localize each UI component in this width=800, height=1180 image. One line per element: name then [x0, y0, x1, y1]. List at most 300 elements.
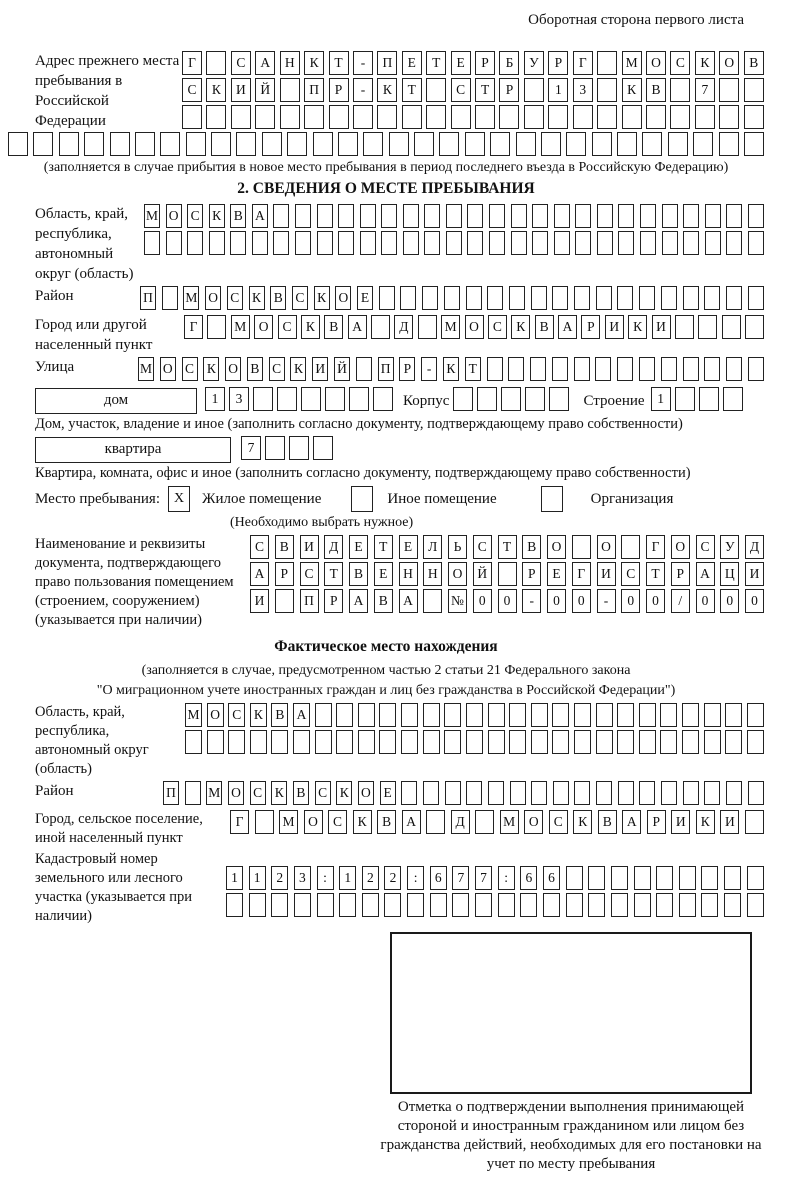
char-cell: Н: [280, 51, 300, 75]
char-cell: У: [524, 51, 544, 75]
char-cell: О: [254, 315, 273, 339]
document-row-1: [250, 535, 764, 559]
char-cell: [726, 204, 742, 228]
actual-district-label: Район: [35, 783, 74, 799]
char-cell: [294, 893, 311, 917]
char-cell: В: [293, 781, 309, 805]
char-cell: [444, 730, 461, 754]
char-cell: [379, 286, 395, 310]
char-cell: М: [206, 781, 222, 805]
char-cell: Т: [465, 357, 481, 381]
char-cell: О: [304, 810, 323, 834]
char-cell: 0: [473, 589, 492, 613]
char-cell: А: [348, 315, 367, 339]
char-cell: О: [646, 51, 666, 75]
char-cell: [381, 204, 397, 228]
char-cell: Е: [451, 51, 471, 75]
char-cell: [661, 286, 677, 310]
char-cell: К: [250, 703, 267, 727]
char-cell: [705, 204, 721, 228]
char-cell: [206, 51, 226, 75]
char-cell: [661, 357, 677, 381]
char-cell: [543, 893, 560, 917]
char-cell: Р: [671, 562, 690, 586]
prev-address-label: Адрес прежнего места пребывания в Российской Федерации: [35, 53, 180, 129]
char-cell: [611, 893, 628, 917]
char-cell: [403, 204, 419, 228]
char-cell: [446, 204, 462, 228]
char-cell: [498, 562, 517, 586]
char-cell: [160, 132, 180, 156]
char-cell: 3: [573, 78, 593, 102]
sheet-side-note: Оборотная сторона первого листа: [528, 12, 744, 28]
char-cell: 1: [339, 866, 356, 890]
char-cell: [726, 286, 742, 310]
char-cell: К: [443, 357, 459, 381]
char-cell: [723, 387, 743, 411]
char-cell: Д: [324, 535, 343, 559]
char-cell: [510, 781, 526, 805]
char-cell: [719, 105, 739, 129]
char-cell: [596, 703, 613, 727]
char-cell: Д: [745, 535, 764, 559]
char-cell: [255, 105, 275, 129]
actual-location-note-2: "О миграционном учете иностранных граждан и лиц без гражданства в Российской Федерации"): [96, 683, 676, 698]
char-cell: Е: [374, 562, 393, 586]
char-cell: [280, 78, 300, 102]
char-cell: [575, 204, 591, 228]
char-cell: М: [231, 315, 250, 339]
char-cell: [362, 893, 379, 917]
char-cell: [185, 781, 201, 805]
char-cell: [704, 703, 721, 727]
char-cell: [552, 730, 569, 754]
char-cell: [592, 132, 612, 156]
actual-region-row-2: [185, 730, 764, 754]
char-cell: 6: [543, 866, 560, 890]
char-cell: [162, 286, 178, 310]
char-cell: О: [597, 535, 616, 559]
char-cell: Г: [646, 535, 665, 559]
char-cell: [475, 893, 492, 917]
char-cell: [373, 387, 393, 411]
char-cell: [273, 204, 289, 228]
char-cell: 1: [205, 387, 225, 411]
char-cell: Г: [230, 810, 249, 834]
prev-address-section: [8, 51, 764, 132]
char-cell: [682, 730, 699, 754]
char-cell: [439, 132, 459, 156]
char-cell: [675, 387, 695, 411]
char-cell: [748, 357, 764, 381]
char-cell: С: [621, 562, 640, 586]
char-cell: К: [377, 78, 397, 102]
char-cell: С: [473, 535, 492, 559]
stay-option-residential-checkbox: X: [168, 486, 190, 512]
confirmation-stamp-caption: Отметка о подтверждении выполнения принимающей стороной и иностранным гражданином или лицом без гражданства действий, необходимых для его постановки на учет по месту пребывания: [380, 1099, 762, 1172]
char-cell: Ь: [448, 535, 467, 559]
street-label: Улица: [35, 359, 75, 375]
char-cell: [400, 286, 416, 310]
char-cell: В: [324, 315, 343, 339]
char-cell: О: [524, 810, 543, 834]
char-cell: [683, 204, 699, 228]
char-cell: Й: [473, 562, 492, 586]
char-cell: К: [573, 810, 592, 834]
prev-address-row-1: [182, 51, 764, 75]
char-cell: [639, 703, 656, 727]
char-cell: [389, 132, 409, 156]
char-cell: 0: [572, 589, 591, 613]
char-cell: А: [250, 562, 269, 586]
char-cell: [639, 781, 655, 805]
char-cell: Е: [349, 535, 368, 559]
char-cell: [574, 730, 591, 754]
char-cell: Е: [399, 535, 418, 559]
char-cell: [317, 204, 333, 228]
region-label: Область, край, республика, автономный округ (область): [35, 206, 134, 282]
char-cell: [489, 231, 505, 255]
char-cell: 3: [229, 387, 249, 411]
region-section: [8, 204, 764, 284]
stroenie-label: Строение: [583, 392, 645, 409]
char-cell: [525, 387, 545, 411]
char-cell: [670, 78, 690, 102]
char-cell: [207, 730, 224, 754]
char-cell: С: [182, 78, 202, 102]
char-cell: [275, 589, 294, 613]
char-cell: [488, 730, 505, 754]
char-cell: [445, 781, 461, 805]
char-cell: [271, 893, 288, 917]
char-cell: [683, 286, 699, 310]
char-cell: -: [522, 589, 541, 613]
char-cell: В: [646, 78, 666, 102]
char-cell: [574, 781, 590, 805]
char-cell: [621, 535, 640, 559]
char-cell: [356, 357, 372, 381]
char-cell: Г: [572, 562, 591, 586]
char-cell: 7: [475, 866, 492, 890]
char-cell: [84, 132, 104, 156]
char-cell: [444, 286, 460, 310]
char-cell: И: [250, 589, 269, 613]
char-cell: 1: [226, 866, 243, 890]
char-cell: [747, 730, 764, 754]
char-cell: [498, 893, 515, 917]
char-cell: С: [300, 562, 319, 586]
char-cell: 7: [452, 866, 469, 890]
char-cell: [683, 231, 699, 255]
char-cell: К: [353, 810, 372, 834]
char-cell: [277, 387, 297, 411]
char-cell: Л: [423, 535, 442, 559]
char-cell: Т: [498, 535, 517, 559]
char-cell: М: [441, 315, 460, 339]
char-cell: [617, 286, 633, 310]
district-section: [8, 286, 764, 313]
char-cell: [597, 231, 613, 255]
char-cell: [509, 730, 526, 754]
char-cell: [597, 78, 617, 102]
char-cell: [206, 105, 226, 129]
char-cell: 7: [241, 436, 261, 460]
char-cell: [642, 132, 662, 156]
char-cell: [516, 132, 536, 156]
char-cell: 7: [695, 78, 715, 102]
char-cell: И: [652, 315, 671, 339]
char-cell: [336, 703, 353, 727]
char-cell: [313, 436, 333, 460]
stay-type-row: [8, 486, 764, 512]
char-cell: Т: [646, 562, 665, 586]
char-cell: [230, 231, 246, 255]
actual-region-grid: [185, 703, 764, 757]
char-cell: [360, 231, 376, 255]
char-cell: -: [353, 51, 373, 75]
char-cell: [301, 387, 321, 411]
char-cell: О: [465, 315, 484, 339]
char-cell: [255, 810, 274, 834]
char-cell: [701, 866, 718, 890]
char-cell: С: [227, 286, 243, 310]
char-cell: [566, 893, 583, 917]
char-cell: [541, 132, 561, 156]
char-cell: [524, 78, 544, 102]
char-cell: С: [231, 51, 251, 75]
char-cell: С: [182, 357, 198, 381]
cadastral-grid: [226, 866, 764, 920]
char-cell: [679, 866, 696, 890]
char-cell: [508, 357, 524, 381]
char-cell: Н: [399, 562, 418, 586]
char-cell: К: [301, 315, 320, 339]
char-cell: [488, 781, 504, 805]
char-cell: [379, 703, 396, 727]
region-row-1: [144, 204, 764, 228]
char-cell: [726, 357, 742, 381]
actual-region-label: Область, край, республика, автономный округ (область): [35, 704, 149, 777]
char-cell: [575, 231, 591, 255]
char-cell: [422, 286, 438, 310]
char-cell: Й: [334, 357, 350, 381]
char-cell: 2: [384, 866, 401, 890]
char-cell: [639, 286, 655, 310]
char-cell: [487, 286, 503, 310]
char-cell: О: [205, 286, 221, 310]
char-cell: С: [488, 315, 507, 339]
char-cell: [271, 730, 288, 754]
char-cell: [185, 730, 202, 754]
char-cell: [339, 893, 356, 917]
char-cell: [325, 387, 345, 411]
stay-option-organization-label: Организация: [590, 490, 674, 507]
char-cell: [446, 231, 462, 255]
char-cell: [265, 436, 285, 460]
house-row: [35, 387, 764, 414]
char-cell: [166, 231, 182, 255]
char-cell: [704, 781, 720, 805]
char-cell: В: [230, 204, 246, 228]
char-cell: 2: [362, 866, 379, 890]
char-cell: Т: [324, 562, 343, 586]
char-cell: [295, 231, 311, 255]
char-cell: [701, 893, 718, 917]
char-cell: [423, 730, 440, 754]
char-cell: [726, 781, 742, 805]
char-cell: [236, 132, 256, 156]
char-cell: [401, 781, 417, 805]
char-cell: [466, 730, 483, 754]
char-cell: О: [547, 535, 566, 559]
char-cell: И: [231, 78, 251, 102]
char-cell: [338, 132, 358, 156]
actual-district-row: [163, 781, 764, 805]
document-section: [8, 535, 764, 630]
char-cell: К: [209, 204, 225, 228]
char-cell: [444, 703, 461, 727]
document-grid: [250, 535, 764, 616]
char-cell: О: [160, 357, 176, 381]
char-cell: В: [270, 286, 286, 310]
stay-option-organization-checkbox: [541, 486, 563, 512]
char-cell: Г: [573, 51, 593, 75]
cadastral-row-1: [226, 866, 764, 890]
char-cell: П: [163, 781, 179, 805]
char-cell: Г: [182, 51, 202, 75]
char-cell: [747, 893, 764, 917]
char-cell: [662, 231, 678, 255]
char-cell: М: [185, 703, 202, 727]
char-cell: [209, 231, 225, 255]
char-cell: [744, 105, 764, 129]
char-cell: [466, 703, 483, 727]
char-cell: [574, 357, 590, 381]
char-cell: [329, 105, 349, 129]
char-cell: -: [597, 589, 616, 613]
char-cell: [704, 730, 721, 754]
char-cell: М: [279, 810, 298, 834]
char-cell: 6: [520, 866, 537, 890]
char-cell: [531, 730, 548, 754]
char-cell: [451, 105, 471, 129]
char-cell: [401, 730, 418, 754]
char-cell: [273, 231, 289, 255]
char-cell: [639, 730, 656, 754]
char-cell: Д: [451, 810, 470, 834]
char-cell: И: [597, 562, 616, 586]
char-cell: [135, 132, 155, 156]
char-cell: Д: [394, 315, 413, 339]
char-cell: [520, 893, 537, 917]
char-cell: [530, 357, 546, 381]
char-cell: [501, 387, 521, 411]
char-cell: [315, 703, 332, 727]
char-cell: [384, 893, 401, 917]
char-cell: А: [399, 589, 418, 613]
char-cell: Т: [374, 535, 393, 559]
char-cell: [402, 105, 422, 129]
char-cell: О: [719, 51, 739, 75]
char-cell: Р: [522, 562, 541, 586]
region-grid: [144, 204, 764, 258]
char-cell: В: [247, 357, 263, 381]
char-cell: [611, 866, 628, 890]
char-cell: [423, 589, 442, 613]
char-cell: В: [377, 810, 396, 834]
char-cell: [315, 730, 332, 754]
char-cell: И: [605, 315, 624, 339]
char-cell: [403, 231, 419, 255]
stay-type-note: (Необходимо выбрать нужное): [230, 515, 414, 530]
char-cell: Н: [423, 562, 442, 586]
street-row: [138, 357, 764, 381]
stroenie-cells: [651, 387, 747, 411]
char-cell: [407, 893, 424, 917]
char-cell: [597, 105, 617, 129]
char-cell: -: [421, 357, 437, 381]
char-cell: [639, 357, 655, 381]
char-cell: [467, 204, 483, 228]
char-cell: 0: [498, 589, 517, 613]
char-cell: М: [183, 286, 199, 310]
char-cell: С: [328, 810, 347, 834]
char-cell: К: [271, 781, 287, 805]
confirmation-stamp-box: [390, 932, 752, 1094]
char-cell: Р: [329, 78, 349, 102]
char-cell: [704, 357, 720, 381]
char-cell: [679, 893, 696, 917]
char-cell: О: [166, 204, 182, 228]
char-cell: [186, 132, 206, 156]
char-cell: [249, 893, 266, 917]
char-cell: К: [622, 78, 642, 102]
char-cell: С: [228, 703, 245, 727]
char-cell: [349, 387, 369, 411]
char-cell: [646, 105, 666, 129]
char-cell: [554, 231, 570, 255]
char-cell: [317, 893, 334, 917]
char-cell: [698, 315, 717, 339]
char-cell: [414, 132, 434, 156]
char-cell: [211, 132, 231, 156]
char-cell: [618, 204, 634, 228]
char-cell: :: [498, 866, 515, 890]
char-cell: [573, 105, 593, 129]
char-cell: С: [549, 810, 568, 834]
char-cell: В: [522, 535, 541, 559]
char-cell: [511, 204, 527, 228]
char-cell: [293, 730, 310, 754]
char-cell: [549, 387, 569, 411]
char-cell: С: [451, 78, 471, 102]
char-cell: [423, 781, 439, 805]
char-cell: А: [255, 51, 275, 75]
char-cell: [675, 315, 694, 339]
char-cell: С: [696, 535, 715, 559]
char-cell: [509, 286, 525, 310]
district-label: Район: [35, 288, 74, 304]
char-cell: [683, 357, 699, 381]
char-cell: [668, 132, 688, 156]
char-cell: С: [278, 315, 297, 339]
char-cell: 2: [271, 866, 288, 890]
char-cell: Й: [255, 78, 275, 102]
char-cell: [289, 436, 309, 460]
stay-option-other-checkbox: [351, 486, 373, 512]
char-cell: Р: [581, 315, 600, 339]
char-cell: [595, 357, 611, 381]
